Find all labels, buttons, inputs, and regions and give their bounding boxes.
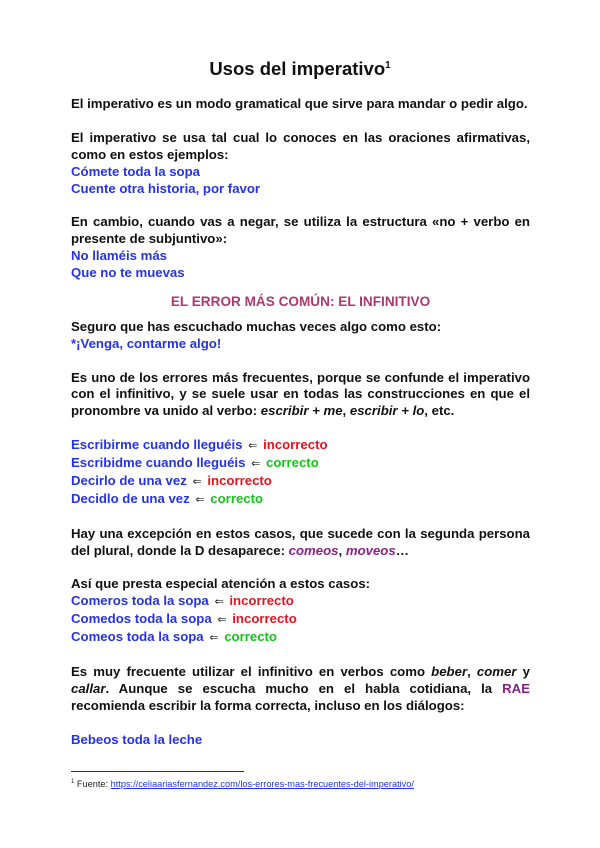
- spacer: [71, 420, 530, 437]
- document-body: [71, 96, 530, 748]
- comparison-phrase: Escribirme cuando lleguéis: [71, 437, 243, 453]
- italic-example: comer: [476, 663, 517, 679]
- comparison-row: [71, 629, 530, 647]
- paragraph-definition: El imperativo es un modo gramatical que sirve para mandar o pedir algo.: [71, 96, 528, 111]
- italic-example: escribir + lo: [349, 403, 425, 419]
- verdict-incorrect: incorrecto: [232, 611, 297, 627]
- comparison-phrase: Decirlo de una vez: [71, 472, 187, 488]
- spacer: [71, 559, 530, 576]
- example-affirmative: Cómete toda la sopa: [71, 163, 200, 179]
- verdict-incorrect: incorrecto: [207, 472, 272, 488]
- comparison-row: [71, 455, 530, 473]
- paragraph-frequency: [71, 664, 530, 715]
- example-negative: Que no te muevas: [71, 265, 185, 281]
- left-arrow-icon: ⇐: [214, 596, 224, 609]
- comparison-row: [71, 593, 530, 611]
- left-arrow-icon: ⇐: [248, 440, 258, 453]
- italic-example: escribir + me: [260, 403, 343, 419]
- verdict-correct: correcto: [265, 455, 319, 471]
- title-footnote-mark[interactable]: 1: [385, 59, 391, 71]
- paragraph-text: Es uno de los errores más frecuentes, porque se confunde el imperativo con el infinitivo, y se suele usar en todas las construcciones en que el pronombre va unido al verbo:: [71, 369, 530, 419]
- section-heading: EL ERROR MÁS COMÚN: EL INFINITIVO: [170, 293, 431, 309]
- comparison-phrase: Escribidme cuando lleguéis: [71, 455, 246, 471]
- separator: ,: [467, 663, 471, 679]
- footnote-label: Fuente:: [76, 779, 109, 789]
- comparison-phrase: Comeros toda la sopa: [71, 593, 209, 609]
- example-negative: No llaméis más: [71, 248, 168, 264]
- paragraph-intro-error: Seguro que has escuchado muchas veces algo como esto:: [71, 318, 442, 334]
- paragraph-text: Hay una excepción en estos casos, que sucede con la segunda persona del plural, donde la D desaparece:: [71, 525, 530, 558]
- left-arrow-icon: ⇐: [209, 632, 219, 645]
- title-text: Usos del imperativo: [209, 58, 386, 79]
- paragraph-text: . Aunque se escucha mucho en el habla cotidiana, la: [105, 680, 493, 696]
- comparison-phrase: Comeos toda la sopa: [71, 629, 204, 645]
- comparison-phrase: Comedos toda la sopa: [71, 611, 212, 627]
- paragraph-end: , etc.: [424, 403, 455, 419]
- paragraph-text: Es muy frecuente utilizar el infinitivo en verbos como: [71, 663, 426, 679]
- conjunction: y: [522, 663, 531, 679]
- final-example: Bebeos toda la leche: [71, 731, 203, 747]
- paragraph-negative: En cambio, cuando vas a negar, se utiliza la estructura «no + verbo en presente de subjuntivo»:: [71, 214, 530, 247]
- italic-example: beber: [431, 663, 468, 679]
- comparison-row: [71, 611, 530, 629]
- footnote-link[interactable]: https://celiaariasfernandez.com/los-errores-mas-frecuentes-del-imperativo/: [110, 779, 414, 789]
- paragraph-exception: [71, 526, 530, 560]
- left-arrow-icon: ⇐: [192, 475, 202, 488]
- spacer: [71, 113, 530, 130]
- separator: ,: [338, 542, 343, 558]
- italic-example: callar: [71, 680, 106, 696]
- left-arrow-icon: ⇐: [251, 458, 261, 471]
- comparison-row: [71, 473, 530, 491]
- italic-example: comeos: [288, 542, 339, 558]
- spacer: [71, 647, 530, 664]
- paragraph-text: recomienda escribir la forma correcta, incluso en los diálogos:: [71, 697, 465, 713]
- verdict-incorrect: incorrecto: [263, 437, 328, 453]
- paragraph-attention: Así que presta especial atención a estos casos:: [71, 576, 371, 592]
- separator: ,: [342, 403, 347, 419]
- footnote-divider: [71, 771, 244, 772]
- footnote-mark: 1: [71, 778, 75, 785]
- comparison-phrase: Decidlo de una vez: [71, 490, 190, 506]
- spacer: [71, 509, 530, 526]
- left-arrow-icon: ⇐: [217, 614, 227, 627]
- example-error: *¡Venga, contarme algo!: [71, 335, 222, 351]
- comparison-row: [71, 437, 530, 455]
- footnote: [71, 779, 414, 789]
- comparison-row: [71, 491, 530, 509]
- verdict-correct: correcto: [210, 490, 264, 506]
- spacer: [71, 197, 530, 214]
- example-affirmative: Cuente otra historia, por favor: [71, 180, 261, 196]
- paragraph-end: …: [395, 542, 409, 558]
- left-arrow-icon: ⇐: [195, 493, 205, 506]
- spacer: [71, 353, 530, 370]
- page-title: [0, 58, 600, 80]
- verdict-incorrect: incorrecto: [229, 593, 294, 609]
- spacer: [71, 715, 530, 732]
- verdict-correct: correcto: [224, 629, 277, 645]
- italic-example: moveos: [345, 542, 396, 558]
- rae-link[interactable]: RAE: [502, 680, 530, 696]
- paragraph-infinitive: [71, 370, 530, 421]
- paragraph-affirmative: El imperativo se usa tal cual lo conoces en las oraciones afirmativas, como en estos ejemplos:: [71, 129, 530, 162]
